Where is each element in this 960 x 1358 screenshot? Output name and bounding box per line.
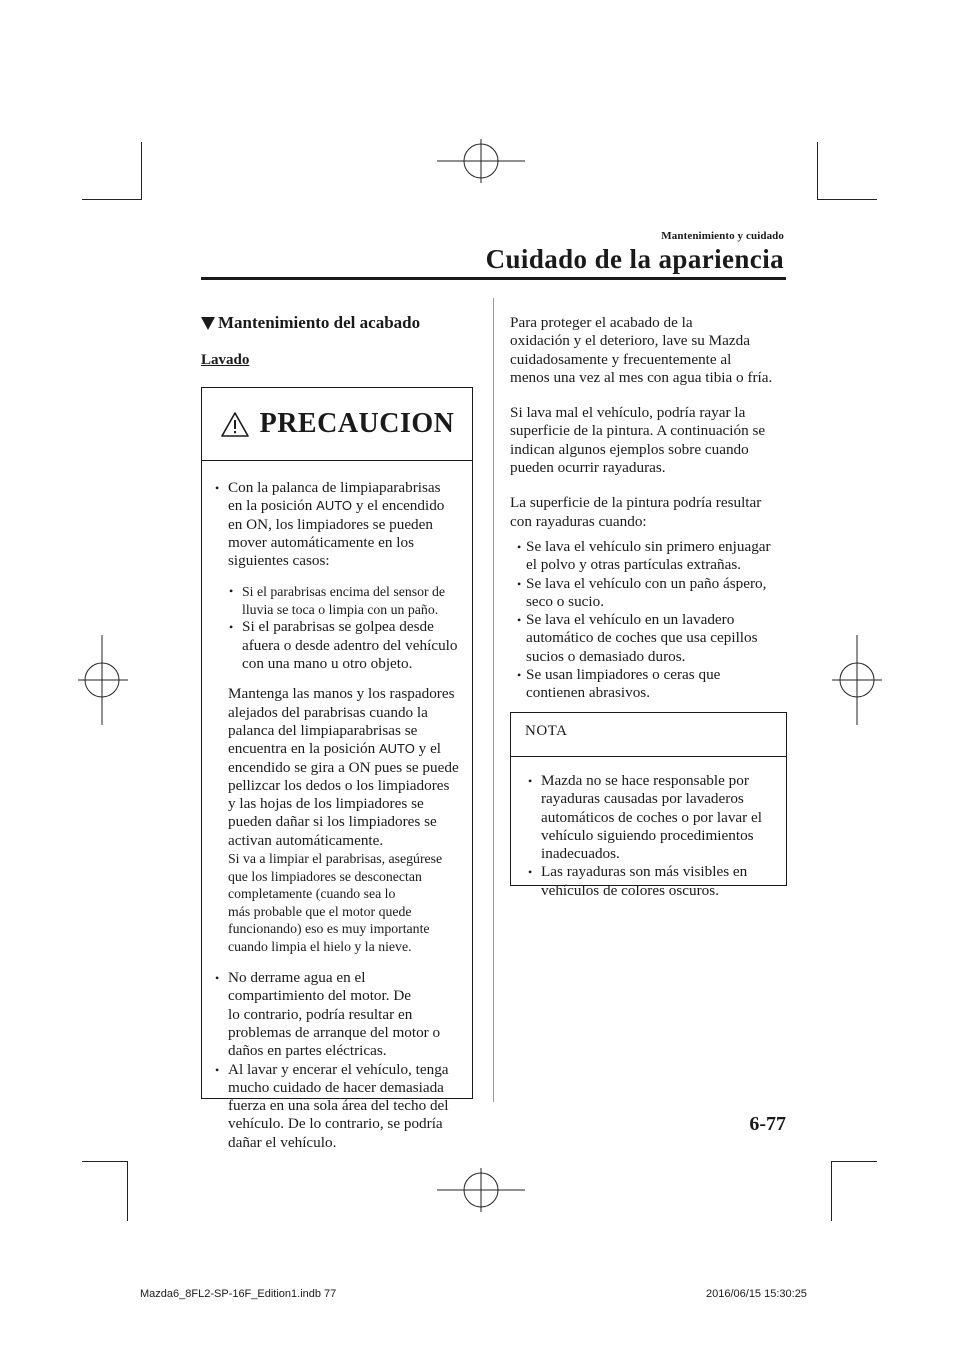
crop-mark <box>127 1161 128 1221</box>
auto-label: AUTO <box>316 498 353 514</box>
crop-mark <box>817 199 877 200</box>
registration-mark-icon <box>78 635 128 725</box>
crop-mark <box>141 142 142 200</box>
list-item: • Se lava el vehículo en un lavadero automático de coches que usa cepillos sucios o demasiado duros. <box>510 611 788 666</box>
caution-box <box>201 387 473 1151</box>
caution-list <box>202 969 472 1152</box>
list-item: • Mazda no se hace responsable por rayaduras causadas por lavaderos automáticos de coches o por lavar el vehículo siguiendo procedimientos inadecuados. <box>511 772 786 863</box>
section-label: Mantenimiento y cuidado <box>661 230 784 242</box>
list-item: • Se usan limpiadores o ceras que contienen abrasivos. <box>510 666 788 703</box>
column-divider <box>493 298 494 1102</box>
list-item: • Si el parabrisas encima del sensor de lluvia se toca o limpia con un paño. <box>202 583 472 618</box>
crop-mark <box>831 1161 877 1162</box>
caution-paragraph: Si va a limpiar el parabrisas, asegúrese que los limpiadores se desconectan completamente (cuando sea lo más probable que el motor quede funcionando) eso es muy importante cuando limpia el hielo y la nieve. <box>228 851 443 954</box>
subheading-lavado: Lavado <box>201 352 250 368</box>
list-item: • Las rayaduras son más visibles en vehículos de colores oscuros. <box>511 863 786 900</box>
crop-mark <box>82 199 142 200</box>
scratch-causes-list <box>510 538 788 703</box>
note-list <box>511 772 786 900</box>
registration-mark-icon <box>437 1168 525 1212</box>
page-title: Cuidado de la apariencia <box>485 244 784 274</box>
triangle-bullet-icon <box>201 317 215 330</box>
caution-rule <box>202 460 472 461</box>
section-heading: Mantenimiento del acabado <box>201 310 477 336</box>
caution-title: PRECAUCION <box>259 408 455 439</box>
crop-mark <box>817 142 818 200</box>
registration-mark-icon <box>437 139 525 183</box>
list-item: • No derrame agua en el compartimiento del motor. De lo contrario, podría resultar en problemas de arranque del motor o daños en partes eléctricas. <box>202 969 472 1060</box>
list-item: • Al lavar y encerar el vehículo, tenga mucho cuidado de hacer demasiada fuerza en una sola área del techo del vehículo. De lo contrario, se podría dañar el vehículo. <box>202 1061 472 1152</box>
paragraph: La superficie de la pintura podría resultar con rayaduras cuando: <box>510 494 762 530</box>
footer-file-info: Mazda6_8FL2-SP-16F_Edition1.indb 77 <box>140 1288 337 1300</box>
paragraph: Para proteger el acabado de la oxidación y el deterioro, lave su Mazda cuidadosamente y frecuentemente al menos una vez al mes con agua tibia o fría. <box>510 314 773 386</box>
caution-paragraph: Mantenga las manos y los raspadores alejados del parabrisas cuando la palanca del limpiaparabrisas se encuentra en la posición AUTO y el encendido se gira a ON pues se puede pellizcar los dedos o los limpiadores y las hojas de los limpiadores se pueden dañar si los limpiadores se activan automáticamente. <box>228 685 459 849</box>
list-item: • Se lava el vehículo con un paño áspero, seco o sucio. <box>510 575 788 612</box>
note-rule <box>511 756 786 757</box>
caution-sublist <box>202 583 472 673</box>
footer-timestamp: 2016/06/15 15:30:25 <box>706 1288 807 1300</box>
crop-mark <box>831 1161 832 1221</box>
note-title: NOTA <box>525 723 568 739</box>
paragraph: Si lava mal el vehículo, podría rayar la superficie de la pintura. A continuación se indican algunos ejemplos sobre cuando pueden ocurrir rayaduras. <box>510 404 766 477</box>
auto-label: AUTO <box>378 741 415 757</box>
caution-list <box>202 479 472 570</box>
right-column <box>510 314 788 703</box>
list-item: • Si el parabrisas se golpea desde afuera o desde adentro del vehículo con una mano u otro objeto. <box>202 618 472 673</box>
warning-triangle-icon <box>220 411 250 438</box>
crop-mark <box>82 1161 128 1162</box>
list-item: • Con la palanca de limpiaparabrisas en la posición AUTO y el encendido en ON, los limpiadores se pueden mover automáticamente en los siguientes casos: <box>202 479 472 570</box>
registration-mark-icon <box>832 635 882 725</box>
page-number: 6-77 <box>749 1113 786 1135</box>
left-column <box>201 310 477 371</box>
note-box <box>510 712 787 899</box>
list-item: • Se lava el vehículo sin primero enjuagar el polvo y otras partículas extrañas. <box>510 538 788 575</box>
header-rule <box>201 277 786 280</box>
caution-header <box>202 404 472 444</box>
